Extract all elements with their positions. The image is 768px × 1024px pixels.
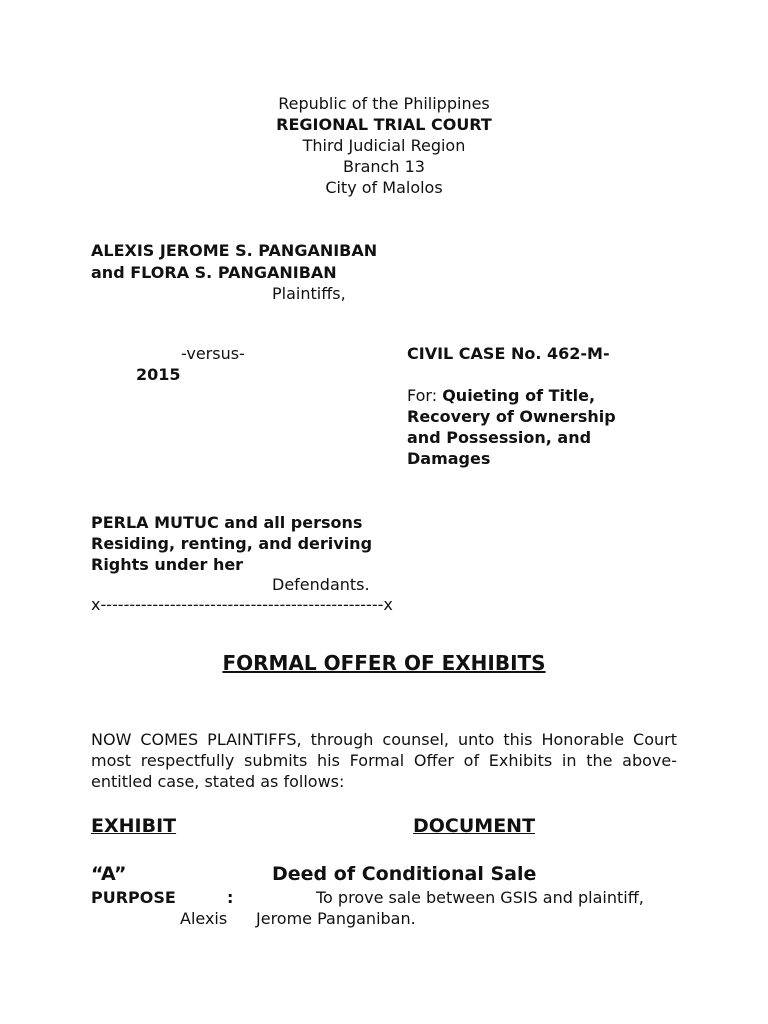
case-for-line-1	[407, 385, 595, 406]
header-republic: Republic of the Philippines	[278, 94, 490, 113]
purpose-colon: :	[227, 888, 234, 907]
header-region: Third Judicial Region	[302, 136, 466, 155]
purpose-label: PURPOSE	[91, 888, 176, 907]
header-city: City of Malolos	[325, 178, 443, 197]
case-number: CIVIL CASE No. 462-M-	[407, 344, 610, 363]
case-for-line-4: Damages	[407, 449, 491, 468]
defendant-line-2: Residing, renting, and deriving	[91, 534, 373, 553]
case-for-label: For:	[407, 386, 443, 405]
case-for-text-1: Quieting of Title,	[442, 386, 596, 405]
case-for-line-2: Recovery of Ownership	[407, 407, 616, 426]
header-branch: Branch 13	[343, 157, 425, 176]
header-court: REGIONAL TRIAL COURT	[276, 115, 492, 134]
purpose-text-line-1: To prove sale between GSIS and plaintiff,	[316, 888, 644, 907]
exhibit-document: Deed of Conditional Sale	[272, 863, 537, 885]
defendant-line-3: Rights under her	[91, 555, 244, 574]
plaintiff-name-1: ALEXIS JEROME S. PANGANIBAN	[91, 241, 378, 260]
case-number-year: 2015	[136, 365, 181, 384]
defendants-role: Defendants.	[272, 575, 370, 594]
defendant-line-1: PERLA MUTUC and all persons	[91, 513, 363, 532]
column-header-document: DOCUMENT	[413, 815, 536, 837]
exhibit-letter: “A”	[91, 863, 127, 885]
intro-paragraph: NOW COMES PLAINTIFFS, through counsel, unto this Honorable Court most respectfully submits his Formal Offer of Exhibits in the above-entitled case, stated as follows:	[91, 730, 677, 791]
purpose-text-line-2a: Alexis	[180, 909, 228, 928]
purpose-text-line-2b: Jerome Panganiban.	[256, 909, 416, 928]
document-title: FORMAL OFFER OF EXHIBITS	[222, 651, 546, 675]
case-for-line-3: and Possession, and	[407, 428, 592, 447]
column-header-exhibit: EXHIBIT	[91, 815, 177, 837]
caption-divider: x-------------------------------------------------x	[91, 595, 393, 614]
plaintiffs-role: Plaintiffs,	[272, 284, 346, 303]
plaintiff-name-2: and FLORA S. PANGANIBAN	[91, 263, 337, 282]
versus-label: -versus-	[181, 344, 245, 363]
